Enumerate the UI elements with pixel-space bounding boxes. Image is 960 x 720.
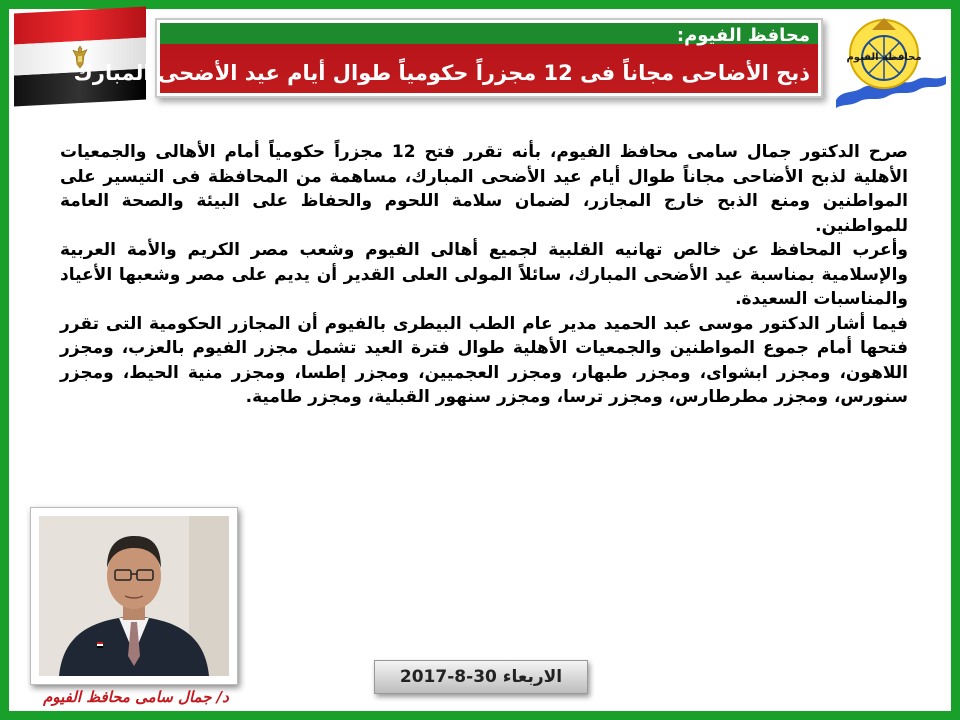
governor-photo [39, 516, 229, 676]
headline-banner [73, 18, 823, 98]
article-paragraph-1: صرح الدكتور جمال سامى محافظ الفيوم، بأنه تقرر فتح 12 مجزراً حكومياً أمام الأهالى والجمعيات الأهلية لذبح الأضاحى مجاناً طوال أيام عيد الأضحى المبارك، مساهمة من المحافظة فى التيسير على المواطنين ومنع الذبح خارج المجازر، لضمان سلامة اللحوم والحفاظ على البيئة والصحة العامة للمواطنين. [60, 142, 908, 236]
publication-date: الاربعاء 30-8-2017 [374, 660, 588, 694]
article-paragraph-3: فيما أشار الدكتور موسى عبد الحميد مدير عام الطب البيطرى بالفيوم أن المجازر الحكومية التى تقرر فتحها أمام جموع المواطنين والجمعيات الأهلية طوال فترة العيد تشمل مجزر الفيوم بالعزب، ومجزر اللاهون، ومجزر ابشواى، ومجزر طبهار، ومجزر العجميين، ومجزر إطسا، ومجزر منية الحيط، ومجزر سنورس، ومجزر مطرطارس، ومجزر ترسا، ومجزر سنهور القبلية، ومجزر طامية. [60, 313, 908, 407]
headline-kicker: محافظ الفيوم: [676, 25, 810, 46]
governor-photo-frame [30, 507, 238, 685]
fayoum-governorate-logo [832, 10, 950, 110]
article-body [60, 140, 908, 410]
photo-caption: د/ جمال سامى محافظ الفيوم [43, 688, 229, 706]
article-paragraph-2: وأعرب المحافظ عن خالص تهانيه القلبية لجميع أهالى الفيوم وشعب مصر الكريم والأمة العربية والإسلامية بمناسبة عيد الأضحى المبارك، سائلاً المولى العلى القدير أن يديم على مصر وشعبها الأعياد والمناسبات السعيدة. [60, 240, 908, 309]
headline-title: ذبح الأضاحى مجاناً فى 12 مجزراً حكومياً طوال أيام عيد الأضحى المبارك [73, 61, 810, 85]
logo-text: محافظة الفيوم [846, 52, 922, 63]
